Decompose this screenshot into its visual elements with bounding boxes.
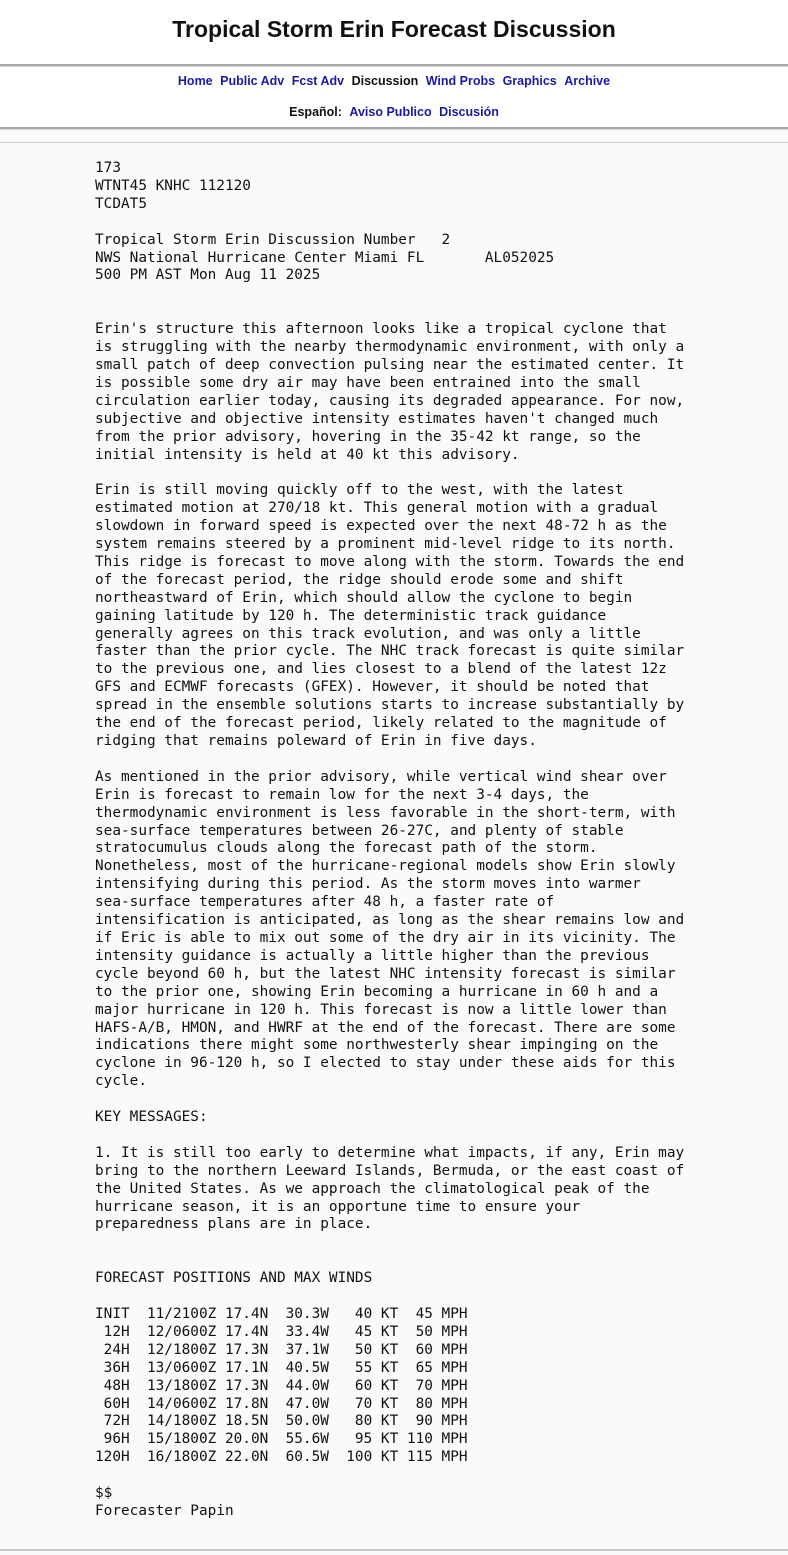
nav-link-wind-probs[interactable]: Wind Probs xyxy=(425,74,496,88)
nav-link-archive[interactable]: Archive xyxy=(564,74,611,88)
page-title: Tropical Storm Erin Forecast Discussion xyxy=(172,16,616,42)
nav-link-graphics[interactable]: Graphics xyxy=(502,74,557,88)
spanish-label: Español: xyxy=(289,105,342,119)
navigation-bar xyxy=(0,67,788,127)
nav-current-discussion: Discussion xyxy=(351,74,419,88)
nav-link-fcst-adv[interactable]: Fcst Adv xyxy=(291,74,345,88)
page-header xyxy=(0,0,788,64)
nav-link-home[interactable]: Home xyxy=(177,74,213,88)
content-top-rule xyxy=(0,142,788,143)
nav-link-public-adv[interactable]: Public Adv xyxy=(220,74,285,88)
spanish-links xyxy=(0,105,788,119)
discussion-text: 173 WTNT45 KNHC 112120 TCDAT5 Tropical Storm Erin Discussion Number 2 NWS National Hurricane Center Miami FL AL052025 500 PM AST Mon Aug 11 2025 Erin's structure this afternoon looks like a tropical cyclone that is struggling with the nearby thermodynamic environment, with only a small patch of deep convection pulsing near the estimated center. It is possible some dry air may have been entrained into the small circulation earlier today, causing its degraded appearance. For now, subjective and objective intensity estimates haven't changed much from the prior advisory, hovering in the 35-42 kt range, so the initial intensity is held at 40 kt this advisory. Erin is still moving quickly off to the west, with the latest estimated motion at 270/18 kt. This general motion with a gradual slowdown in forward speed is expected over the next 48-72 h as the system remains steered by a prominent mid-level ridge to its north. This ridge is forecast to move along with the storm. Towards the end of the forecast period, the ridge should erode some and shift northeastward of Erin, which should allow the cyclone to begin gaining latitude by 120 h. The deterministic track guidance generally agrees on this track evolution, and was only a little faster than the prior cycle. The NHC track forecast is quite similar to the previous one, and lies closest to a blend of the latest 12z GFS and ECMWF forecasts (GFEX). However, it should be noted that spread in the ensemble solutions starts to increase substantially by the end of the forecast period, likely related to the magnitude of ridging that remains poleward of Erin in five days. As mentioned in the prior advisory, while vertical wind shear over Erin is forecast to remain low for the next 3-4 days, the thermodynamic environment is less favorable in the short-term, with sea-surface temperatures between 26-27C, and plenty of stable stratocumulus clouds along the forecast path of the storm. Nonetheless, most of the hurricane-regional models show Erin slowly intensifying during this period. As the storm moves into warmer sea-surface temperatures after 48 h, a faster rate of intensification is anticipated, as long as the shear remains low and if Eric is able to mix out some of the dry air in its vicinity. The intensity guidance is actually a little higher than the previous cycle beyond 60 h, but the latest NHC intensity forecast is similar to the prior one, showing Erin becoming a hurricane in 60 h and a major hurricane in 120 h. This forecast is now a little lower than HAFS-A/B, HMON, and HWRF at the end of the forecast. There are some indications there might some northwesterly shear impinging on the cyclone in 96-120 h, so I elected to stay under these aids for this cycle. KEY MESSAGES: 1. It is still too early to determine what impacts, if any, Erin may bring to the northern Leeward Islands, Bermuda, or the east coast of the United States. As we approach the climatological peak of the hurricane season, it is an opportune time to ensure your preparedness plans are in place. FORECAST POSITIONS AND MAX WINDS INIT 11/2100Z 17.4N 30.3W 40 KT 45 MPH 12H 12/0600Z 17.4N 33.4W 45 KT 50 MPH 24H 12/1800Z 17.3N 37.1W 50 KT 60 MPH 36H 13/0600Z 17.1N 40.5W 55 KT 65 MPH 48H 13/1800Z 17.3N 44.0W 60 KT 70 MPH 60H 14/0600Z 17.8N 47.0W 70 KT 80 MPH 72H 14/1800Z 18.5N 50.0W 80 KT 90 MPH 96H 15/1800Z 20.0N 55.6W 95 KT 110 MPH 120H 16/1800Z 22.0N 60.5W 100 KT 115 MPH $$ Forecaster Papin xyxy=(95,160,685,1519)
product-nav xyxy=(0,74,788,88)
spanish-link-aviso-publico[interactable]: Aviso Publico xyxy=(349,105,432,119)
spacer xyxy=(0,130,788,142)
footer-divider xyxy=(0,1549,788,1551)
spanish-link-discusion[interactable]: Discusión xyxy=(439,105,499,119)
